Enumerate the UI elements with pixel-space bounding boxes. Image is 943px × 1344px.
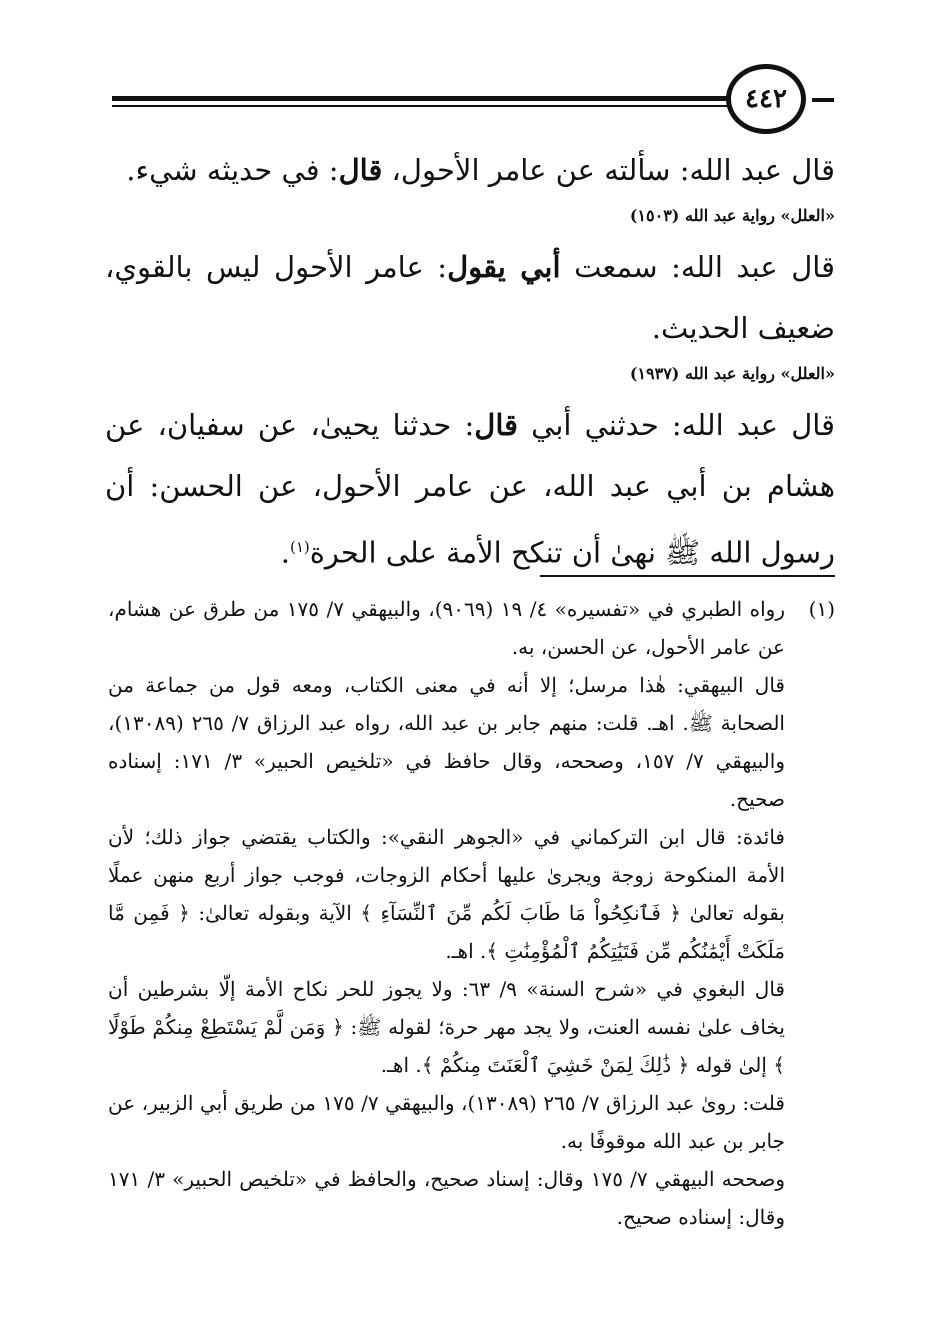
page-header <box>0 0 943 140</box>
footnote-1 <box>108 590 835 1236</box>
entry-3-period: . <box>280 535 290 570</box>
entry-3 <box>105 395 835 584</box>
entry-3-text: قال عبد الله: حدثني أبي <box>518 408 835 442</box>
entry-2-text-end: : عامر الأحول ليس بالقوي، ضعيف الحديث. <box>105 250 835 345</box>
entry-3-bold: قال <box>474 408 519 442</box>
header-rule-thin <box>112 105 728 107</box>
main-text <box>105 140 835 584</box>
footnote-paragraph: قال البغوي في «شرح السنة» ٩/ ٦٣: ولا يجوز للحر نكاح الأمة إلّا بشرطين أن يخاف علىٰ نفسه العنت، ولا يجد مهر حرة؛ لقوله ﷺ: ﴿ وَمَن لَّمْ يَسْتَطِعْ مِنكُمْ طَوْلًا ﴾ إلىٰ قوله ﴿ ذَٰلِكَ لِمَنْ خَشِيَ ٱلْعَنَتَ مِنكُمْ ﴾. اهـ. <box>108 977 785 1077</box>
entry-1-bold: قال <box>338 153 383 187</box>
entry-2-source: «العلل» رواية عبد الله (١٩٣٧) <box>629 364 835 383</box>
header-rule-right <box>812 98 834 102</box>
footnote-paragraph: قال البيهقي: هٰذا مرسل؛ إلا أنه في معنى الكتاب، ومعه قول من جماعة من الصحابة ﷺ. اهـ. قلت: منهم جابر بن عبد الله، رواه عبد الرزاق ٧/ ٢٦٥ (١٣٠٨٩)، والبيهقي ٧/ ١٥٧، وصححه، وقال حافظ في «تلخيص الحبير» ٣/ ١٧١: إسناده صحيح. <box>108 673 785 811</box>
entry-3-text-end: : حدثنا يحيىٰ، عن سفيان، عن هشام بن أبي عبد الله، عن عامر الأحول، عن الحسن: أن رسول الله ﷺ نهىٰ أن تنكح الأمة على الحرة <box>105 408 835 570</box>
footnote-paragraph: وصححه البيهقي ٧/ ١٧٥ وقال: إسناد صحيح، والحافظ في «تلخيص الحبير» ٣/ ١٧١ وقال: إسناده صحيح. <box>108 1167 785 1229</box>
entry-1 <box>105 140 835 201</box>
footnote-paragraph: فائدة: قال ابن التركماني في «الجوهر النقي»: والكتاب يقتضي جواز ذلك؛ لأن الأمة المنكوحة زوجة ويجرىٰ عليها أحكام الزوجات، فوجب جواز أربع منهن عملًا بقوله تعالىٰ ﴿ فَٱنكِحُواْ مَا طَابَ لَكُم مِّنَ ٱلنِّسَآءِ ﴾ الآية وبقوله تعالىٰ: ﴿ فَمِن مَّا مَلَكَتْ أَيْمَٰنُكُم مِّن فَتَيَٰتِكُمُ ٱلْمُؤْمِنَٰتِ ﴾. اهـ. <box>108 825 785 963</box>
entry-1-text: قال عبد الله: سألته عن عامر الأحول، <box>382 153 835 187</box>
header-rule-thick <box>112 96 728 101</box>
footnote-number: (١) <box>808 597 835 621</box>
entry-2-bold: أبي يقول <box>447 250 561 284</box>
entry-2-text: قال عبد الله: سمعت <box>560 250 835 284</box>
entry-1-text-end: : في حديثه شيء. <box>126 153 339 187</box>
footnote-paragraph: رواه الطبري في «تفسيره» ٤/ ١٩ (٩٠٦٩)، والبيهقي ٧/ ١٧٥ من طرق عن هشام، عن عامر الأحول، عن الحسن، به. <box>108 597 785 659</box>
footnotes <box>108 590 835 1236</box>
entry-1-source: «العلل» رواية عبد الله (١٥٠٣) <box>629 206 835 225</box>
footnote-marker[interactable]: (١) <box>289 538 310 556</box>
page-number: ٤٤٢ <box>726 64 806 134</box>
footnote-separator <box>540 575 835 577</box>
footnote-1-body <box>108 590 785 1236</box>
footnote-paragraph: قلت: رویٰ عبد الرزاق ٧/ ٢٦٥ (١٣٠٨٩)، والبيهقي ٧/ ١٧٥ من طريق أبي الزبير، عن جابر بن عبد الله موقوفًا به. <box>108 1091 785 1153</box>
entry-2 <box>105 237 835 359</box>
